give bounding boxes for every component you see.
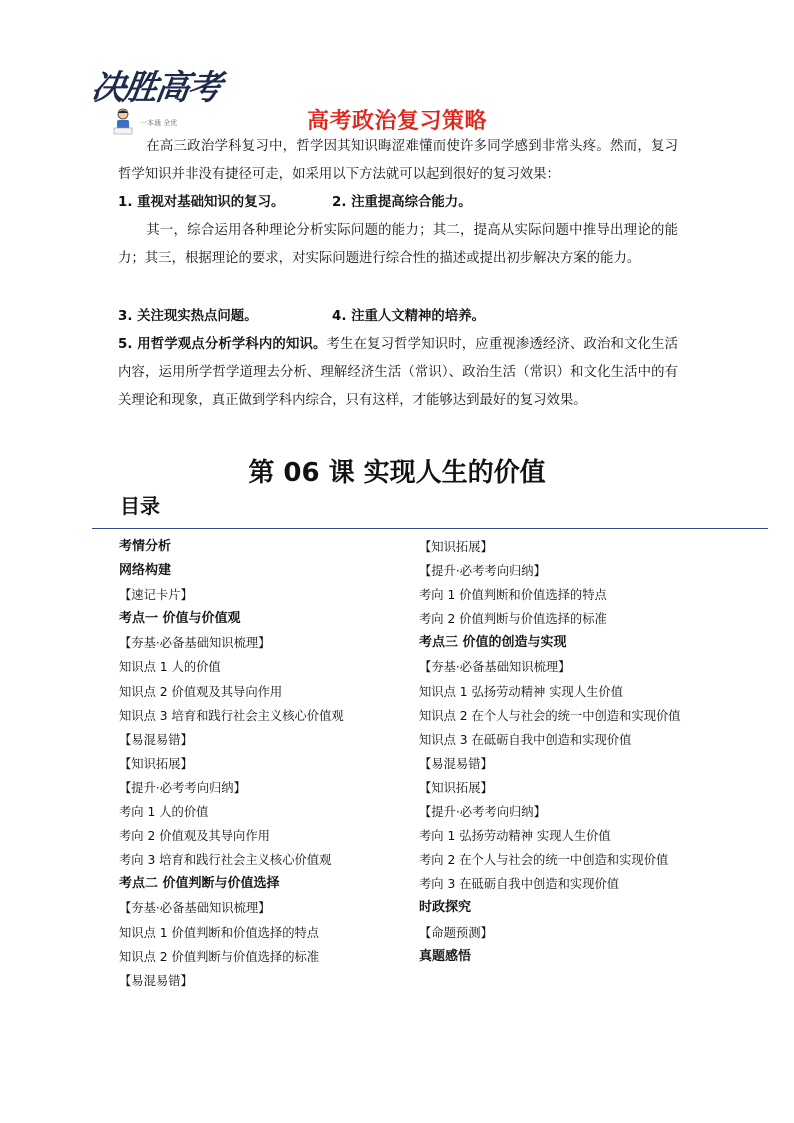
tip-2: 2. 注重提高综合能力。 (332, 195, 472, 210)
toc-item[interactable]: 【易混易错】 (419, 756, 493, 771)
toc-item[interactable]: 考向 2 价值观及其导向作用 (119, 829, 270, 844)
toc-item[interactable]: 【命题预测】 (419, 925, 493, 940)
tips-row-2 (118, 303, 678, 331)
toc-item[interactable]: 知识点 3 培育和践行社会主义核心价值观 (119, 708, 344, 723)
page-title: 高考政治复习策略 (306, 109, 487, 134)
toc-item[interactable]: 【提升·必考考向归纳】 (419, 564, 546, 579)
toc-item[interactable]: 【易混易错】 (119, 732, 193, 747)
toc-item[interactable]: 【知识拓展】 (119, 756, 193, 771)
toc-item[interactable]: 【夯基·必备基础知识梳理】 (119, 901, 271, 916)
tip-2-detail-text: 其一，综合运用各种理论分析实际问题的能力；其二，提高从实际问题中推导出理论的能力；其三，根据理论的要求，对实际问题进行综合性的描述或提出初步解决方案的能力。 (118, 223, 678, 266)
toc-item[interactable]: 考向 2 在个人与社会的统一中创造和实现价值 (419, 853, 669, 868)
toc-item[interactable]: 考向 1 弘扬劳动精神 实现人生价值 (419, 829, 611, 844)
intro-paragraph (118, 133, 678, 189)
toc-item[interactable]: 时政探究 (419, 900, 472, 916)
tip-2-detail (118, 217, 678, 273)
toc-item[interactable]: 【知识拓展】 (419, 540, 493, 554)
toc-item[interactable]: 真题感悟 (419, 948, 472, 964)
toc-item[interactable]: 知识点 1 弘扬劳动精神 实现人生价值 (419, 684, 624, 699)
toc-item[interactable]: 考向 1 价值判断和价值选择的特点 (419, 588, 607, 603)
toc-item[interactable]: 【易混易错】 (119, 973, 193, 988)
toc-item[interactable]: 知识点 2 价值观及其导向作用 (119, 684, 283, 699)
toc-item[interactable]: 知识点 2 价值判断与价值选择的标准 (119, 949, 320, 964)
toc-title: 目录 (120, 494, 160, 518)
logo-brand-text: 决胜高考 (88, 68, 223, 108)
toc-item[interactable]: 考向 1 人的价值 (119, 805, 209, 820)
tip-4: 4. 注重人文精神的培养。 (332, 309, 485, 324)
tip-3: 3. 关注现实热点问题。 (118, 309, 258, 324)
toc-item[interactable]: 知识点 1 价值判断和价值选择的特点 (119, 925, 320, 940)
tip-5-detail: 考生在复习哲学知识时，应重视渗透经济、政治和文化生活内容，运用所学哲学道理去分析、理解经济生活（常识）、政治生活（常识）和文化生活中的有关理论和现象，真正做到学科内综合，只有这样，才能够达到最好的复习效果。 (118, 337, 678, 408)
intro-text: 在高三政治学科复习中，哲学因其知识晦涩难懂而使许多同学感到非常头疼。然而，复习哲学知识并非没有捷径可走，如采用以下方法就可以起到很好的复习效果： (118, 139, 678, 182)
toc-right-column (419, 535, 689, 969)
tips-row-1 (118, 189, 678, 217)
toc-item[interactable]: 【速记卡片】 (119, 588, 193, 603)
toc-item[interactable]: 网络构建 (119, 563, 172, 579)
toc-item[interactable]: 考点一 价值与价值观 (119, 611, 241, 627)
toc-item[interactable]: 知识点 1 人的价值 (119, 660, 221, 675)
toc-divider (92, 528, 768, 529)
toc-item[interactable]: 考向 2 价值判断与价值选择的标准 (419, 612, 607, 627)
toc-item[interactable]: 【提升·必考考向归纳】 (119, 780, 246, 795)
toc-item[interactable]: 考向 3 培育和践行社会主义核心价值观 (119, 853, 332, 868)
toc-item[interactable]: 【提升·必考考向归纳】 (419, 805, 546, 820)
tip-5: 5. 用哲学观点分析学科内的知识。 (118, 337, 327, 352)
tip-1: 1. 重视对基础知识的复习。 (118, 195, 285, 210)
toc-item[interactable]: 考向 3 在砥砺自我中创造和实现价值 (419, 877, 620, 892)
lesson-title: 第 06 课 实现人生的价值 (248, 458, 546, 488)
toc-item[interactable]: 考点三 价值的创造与实现 (419, 635, 567, 651)
toc-item[interactable]: 【知识拓展】 (419, 780, 493, 795)
tip-5-paragraph (118, 331, 678, 415)
toc-item[interactable]: 知识点 3 在砥砺自我中创造和实现价值 (419, 732, 632, 747)
logo-tagline: 一本通 全优 (140, 119, 178, 127)
toc-item[interactable]: 【夯基·必备基础知识梳理】 (119, 636, 271, 651)
toc-item[interactable]: 知识点 2 在个人与社会的统一中创造和实现价值 (419, 708, 681, 723)
toc-item[interactable]: 考点二 价值判断与价值选择 (119, 876, 280, 892)
toc-item[interactable]: 考情分析 (119, 539, 172, 554)
toc-item[interactable]: 【夯基·必备基础知识梳理】 (419, 660, 571, 675)
toc-left-column (119, 535, 409, 993)
